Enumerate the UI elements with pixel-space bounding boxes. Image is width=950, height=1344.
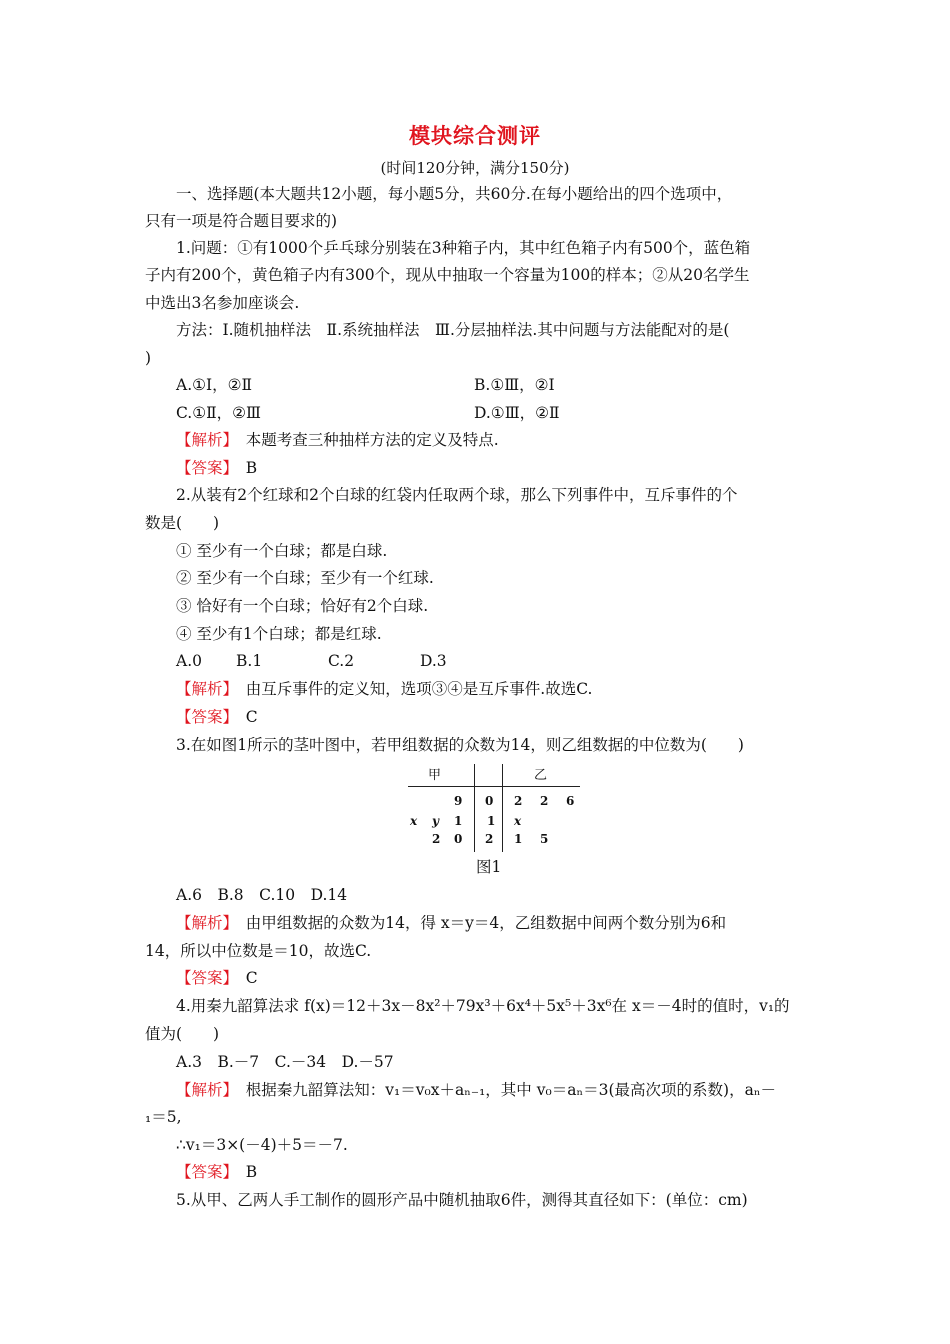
q4-analysis xyxy=(176,1080,776,1100)
q1-text: 1.问题：①有1000个乒乓球分别装在3种箱子内，其中红色箱子内有500个，蓝色箱 xyxy=(176,239,751,257)
q1-text: 子内有200个，黄色箱子内有300个，现从中抽取一个容量为100的样本；②从20名学生 xyxy=(145,266,750,284)
answer-label: 【答案】 xyxy=(176,969,231,987)
analysis-text: 根据秦九韶算法知：v₁＝v₀x＋aₙ₋₁，其中 v₀＝aₙ＝3(最高次项的系数)，aₙ－ xyxy=(245,1081,777,1099)
stem-leaf-header-left: 甲 xyxy=(428,768,442,783)
leaf-left: y xyxy=(432,814,439,828)
q1-text: ) xyxy=(145,349,152,367)
stem: 0 xyxy=(485,794,494,808)
q2-analysis xyxy=(176,679,592,699)
leaf-right: 2 xyxy=(514,794,523,808)
q2-item: ① 至少有一个白球；都是白球. xyxy=(176,542,388,560)
q3-analysis-cont: 14，所以中位数是＝10，故选C. xyxy=(145,942,372,960)
answer-text: C xyxy=(245,969,258,987)
q2-item: ② 至少有一个白球；至少有一个红球. xyxy=(176,569,434,587)
q4-text: 4.用秦九韶算法求 f(x)＝12＋3x－8x²＋79x³＋6x⁴＋5x⁵＋3x⁶在 x＝－4时的值时，v₁的 xyxy=(176,997,790,1015)
q4-options: A.3 B.－7 C.－34 D.－57 xyxy=(176,1053,394,1071)
q2-option-d: D.3 xyxy=(420,652,447,670)
analysis-text: 由互斥事件的定义知，选项③④是互斥事件.故选C. xyxy=(245,680,593,698)
q3-options: A.6 B.8 C.10 D.14 xyxy=(176,886,348,904)
stem-leaf-rule xyxy=(408,786,580,787)
q2-item: ④ 至少有1个白球；都是红球. xyxy=(176,625,382,643)
stem-leaf-divider xyxy=(474,764,475,852)
analysis-text: 本题考查三种抽样方法的定义及特点. xyxy=(245,431,499,449)
answer-text: B xyxy=(245,459,258,477)
q2-item: ③ 恰好有一个白球；恰好有2个白球. xyxy=(176,597,429,615)
q4-therefore: ∴v₁＝3×(－4)＋5＝－7. xyxy=(176,1136,348,1154)
section-heading-line: 一、选择题(本大题共12小题，每小题5分，共60分.在每小题给出的四个选项中， xyxy=(176,185,733,203)
q1-methods: 方法：Ⅰ.随机抽样法 Ⅱ.系统抽样法 Ⅲ.分层抽样法.其中问题与方法能配对的是( xyxy=(176,321,730,339)
figure-caption: 图1 xyxy=(476,858,502,876)
stem: 2 xyxy=(485,832,494,846)
q1-text: 中选出3名参加座谈会. xyxy=(145,294,300,312)
stem: 1 xyxy=(487,814,496,828)
q2-text: 2.从装有2个红球和2个白球的红袋内任取两个球，那么下列事件中，互斥事件的个 xyxy=(176,486,738,504)
analysis-label: 【解析】 xyxy=(176,1081,231,1099)
q2-option-c: C.2 xyxy=(328,652,355,670)
q3-answer xyxy=(176,968,258,988)
q1-option-d: D.①Ⅲ，②Ⅱ xyxy=(474,404,560,422)
section-heading-line: 只有一项是符合题目要求的) xyxy=(145,212,338,230)
page-subtitle: (时间120分钟，满分150分) xyxy=(380,159,570,177)
q4-analysis-cont: ₁＝5, xyxy=(145,1108,182,1126)
q4-text: 值为( ) xyxy=(145,1025,220,1043)
leaf-left: 2 xyxy=(432,832,441,846)
leaf-right: 5 xyxy=(540,832,549,846)
analysis-text: 由甲组数据的众数为14，得 x＝y＝4，乙组数据中间两个数分别为6和 xyxy=(245,914,727,932)
q1-option-b: B.①Ⅲ，②Ⅰ xyxy=(474,376,555,394)
leaf-left: 1 xyxy=(454,814,463,828)
leaf-right: 2 xyxy=(540,794,549,808)
q5-text: 5.从甲、乙两人手工制作的圆形产品中随机抽取6件，测得其直径如下：(单位：cm) xyxy=(176,1191,748,1209)
leaf-right: 1 xyxy=(514,832,523,846)
answer-label: 【答案】 xyxy=(176,708,231,726)
q2-answer xyxy=(176,707,258,727)
answer-label: 【答案】 xyxy=(176,459,231,477)
stem-leaf-divider xyxy=(502,764,503,852)
q1-analysis xyxy=(176,430,499,450)
leaf-right: x xyxy=(514,814,522,828)
q4-answer xyxy=(176,1162,257,1182)
answer-text: B xyxy=(245,1163,258,1181)
answer-text: C xyxy=(245,708,258,726)
leaf-left: 0 xyxy=(454,832,463,846)
answer-label: 【答案】 xyxy=(176,1163,231,1181)
analysis-label: 【解析】 xyxy=(176,914,231,932)
leaf-right: 6 xyxy=(566,794,575,808)
page-title: 模块综合测评 xyxy=(409,123,541,148)
q1-option-c: C.①Ⅱ，②Ⅲ xyxy=(176,404,262,422)
stem-leaf-header-right: 乙 xyxy=(534,768,548,783)
q3-analysis xyxy=(176,913,726,933)
q2-text: 数是( ) xyxy=(145,514,220,532)
q1-option-a: A.①Ⅰ，②Ⅱ xyxy=(176,376,253,394)
leaf-left: 9 xyxy=(454,794,463,808)
analysis-label: 【解析】 xyxy=(176,431,231,449)
q3-text: 3.在如图1所示的茎叶图中，若甲组数据的众数为14，则乙组数据的中位数为( ) xyxy=(176,736,744,754)
q1-answer xyxy=(176,458,257,478)
leaf-left: x xyxy=(410,814,418,828)
analysis-label: 【解析】 xyxy=(176,680,231,698)
q2-option-a: A.0 xyxy=(176,652,202,670)
q2-option-b: B.1 xyxy=(236,652,263,670)
stem-leaf-plot xyxy=(400,764,590,854)
